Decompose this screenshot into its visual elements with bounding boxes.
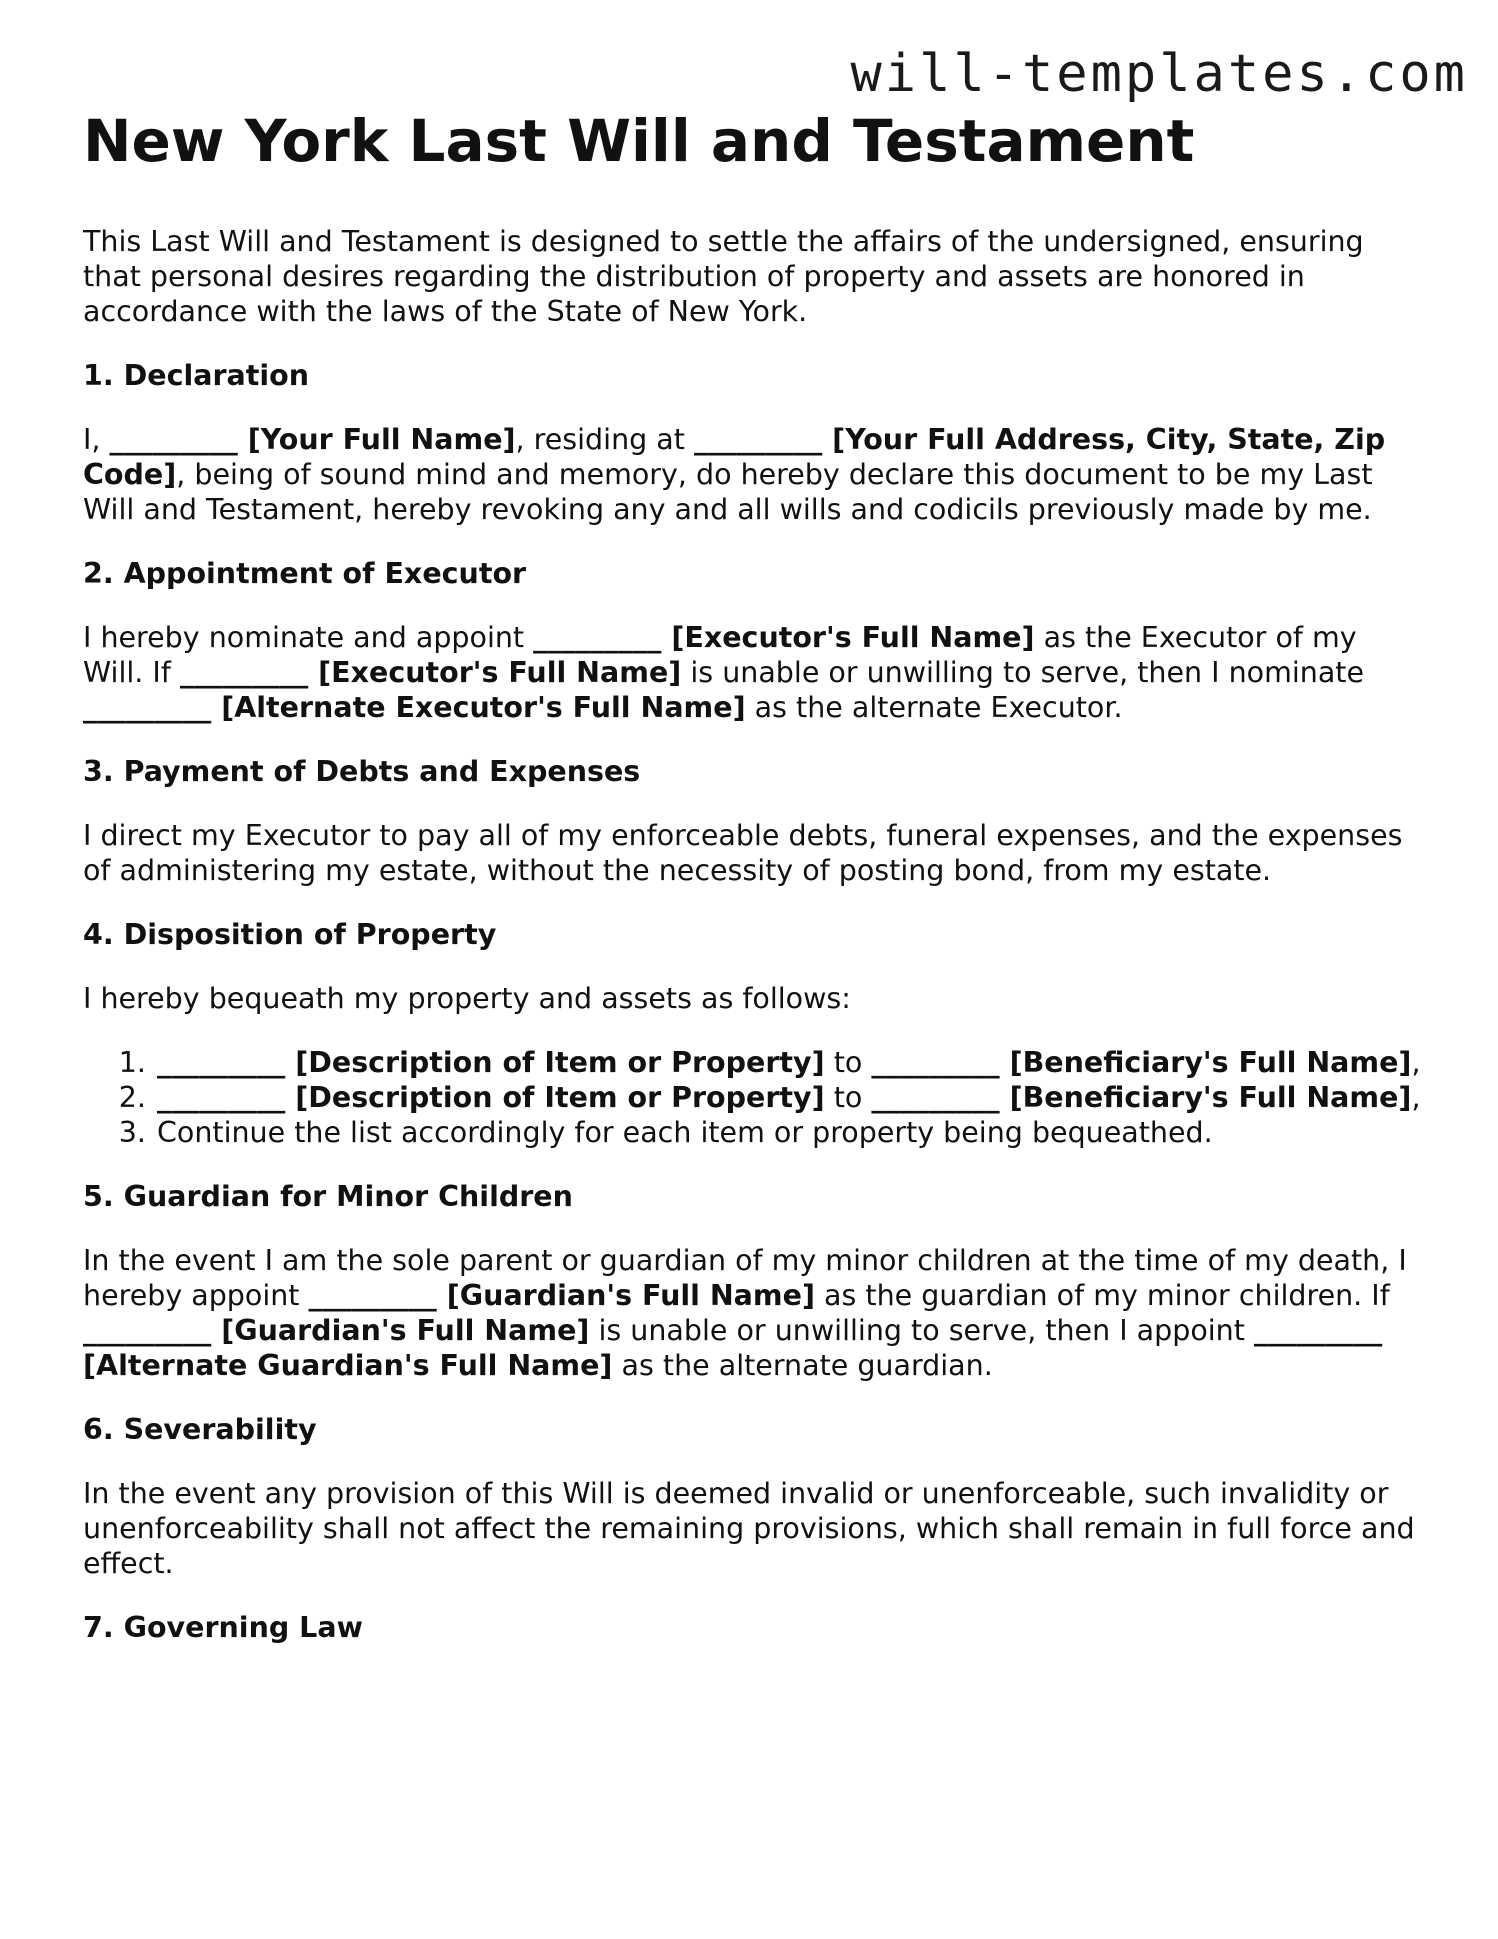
blank-line: _________: [1253, 1314, 1383, 1347]
placeholder-label: [Executor's Full Name]: [318, 656, 682, 689]
executor-placeholder: [533, 621, 1034, 654]
text-run: is unable or unwilling to serve, then I nominate: [681, 656, 1365, 689]
text-run: as the Executor of my Will. If: [83, 621, 1357, 689]
alternate-executor-placeholder: [83, 691, 746, 724]
placeholder-label: [Guardian's Full Name]: [221, 1314, 590, 1347]
text-run: to: [824, 1046, 872, 1079]
document-title: New York Last Will and Testament: [83, 107, 1195, 175]
text-run: is unable or unwilling to serve, then I appoint: [589, 1314, 1254, 1347]
blank-line: _________: [871, 1081, 1000, 1114]
blank-line: _________: [109, 423, 238, 456]
bequest-list: [83, 1045, 1423, 1150]
placeholder-label: [Description of Item or Property]: [295, 1081, 825, 1114]
placeholder-label: [Beneficiary's Full Name]: [1009, 1046, 1412, 1079]
text-run: I hereby nominate and appoint: [83, 621, 534, 654]
placeholder-label: [Guardian's Full Name]: [446, 1279, 815, 1312]
blank-line: _________: [871, 1046, 1000, 1079]
text-run: ,: [1411, 1046, 1421, 1079]
placeholder-label: [Description of Item or Property]: [295, 1046, 825, 1079]
beneficiary-placeholder: [871, 1081, 1411, 1114]
placeholder-label: [Executor's Full Name]: [671, 621, 1035, 654]
blank-line: _________: [179, 656, 309, 689]
item-placeholder: [157, 1081, 825, 1114]
placeholder-label: [Beneficiary's Full Name]: [1009, 1081, 1412, 1114]
blank-line: _________: [693, 423, 823, 456]
executor-paragraph: [83, 620, 1423, 725]
site-watermark: will-templates.com: [850, 44, 1468, 104]
guardian-paragraph: [83, 1243, 1423, 1383]
text-run: ,: [1411, 1081, 1421, 1114]
guardian-placeholder: [83, 1314, 589, 1347]
executor-placeholder: [180, 656, 681, 689]
text-run: In the event I am the sole parent or guardian of my minor children at the time of my death, I hereby appoint: [83, 1244, 1407, 1312]
placeholder-label: [Your Full Address, City, State, Zip Code]: [83, 423, 1386, 491]
beneficiary-placeholder: [871, 1046, 1411, 1079]
item-placeholder: [157, 1046, 825, 1079]
name-placeholder: [110, 423, 516, 456]
property-intro: I hereby bequeath my property and assets as follows:: [83, 982, 851, 1015]
blank-line: _________: [308, 1279, 437, 1312]
debts-paragraph: I direct my Executor to pay all of my enforceable debts, funeral expenses, and the expenses of administering my estate, without the necessity of posting bond, from my estate.: [83, 819, 1403, 887]
text-run: to: [824, 1081, 872, 1114]
placeholder-label: [Alternate Guardian's Full Name]: [83, 1349, 613, 1382]
blank-line: _________: [83, 1314, 212, 1347]
guardian-placeholder: [309, 1279, 815, 1312]
placeholder-label: [Your Full Name]: [247, 423, 516, 456]
list-item: 3. Continue the list accordingly for each item or property being bequeathed.: [155, 1115, 1423, 1150]
list-item: [155, 1045, 1423, 1080]
section-heading-governing-law: 7. Governing Law: [83, 1611, 363, 1644]
section-heading-severability: 6. Severability: [83, 1413, 317, 1446]
section-heading-executor: 2. Appointment of Executor: [83, 557, 527, 590]
blank-line: _________: [533, 621, 662, 654]
section-heading-debts: 3. Payment of Debts and Expenses: [83, 755, 641, 788]
placeholder-label: [Alternate Executor's Full Name]: [221, 691, 746, 724]
intro-paragraph: This Last Will and Testament is designed to settle the affairs of the undersigned, ensuring that personal desires regarding the distribution of property and assets are honored in accordance with the laws of the State of New York.: [83, 225, 1364, 328]
declaration-paragraph: [83, 422, 1423, 527]
section-heading-property: 4. Disposition of Property: [83, 918, 497, 951]
text-run: as the alternate Executor.: [745, 691, 1123, 724]
blank-line: _________: [157, 1046, 286, 1079]
list-item: [155, 1080, 1423, 1115]
blank-line: _________: [157, 1081, 286, 1114]
document-body: [83, 104, 1423, 1674]
text-run: I,: [83, 423, 110, 456]
text-run: , being of sound mind and memory, do hereby declare this document to be my Last Will and Testament, hereby revoking any and all wills and codicils previously made by me.: [83, 458, 1373, 526]
blank-line: _________: [83, 691, 212, 724]
text-run: as the guardian of my minor children. If: [814, 1279, 1390, 1312]
severability-paragraph: In the event any provision of this Will is deemed invalid or unenforceable, such invalidity or unenforceability shall not affect the remaining provisions, which shall remain in full force and effect.: [83, 1477, 1415, 1580]
section-heading-declaration: 1. Declaration: [83, 359, 310, 392]
section-heading-guardian: 5. Guardian for Minor Children: [83, 1180, 573, 1213]
text-run: as the alternate guardian.: [612, 1349, 993, 1382]
text-run: , residing at: [515, 423, 694, 456]
